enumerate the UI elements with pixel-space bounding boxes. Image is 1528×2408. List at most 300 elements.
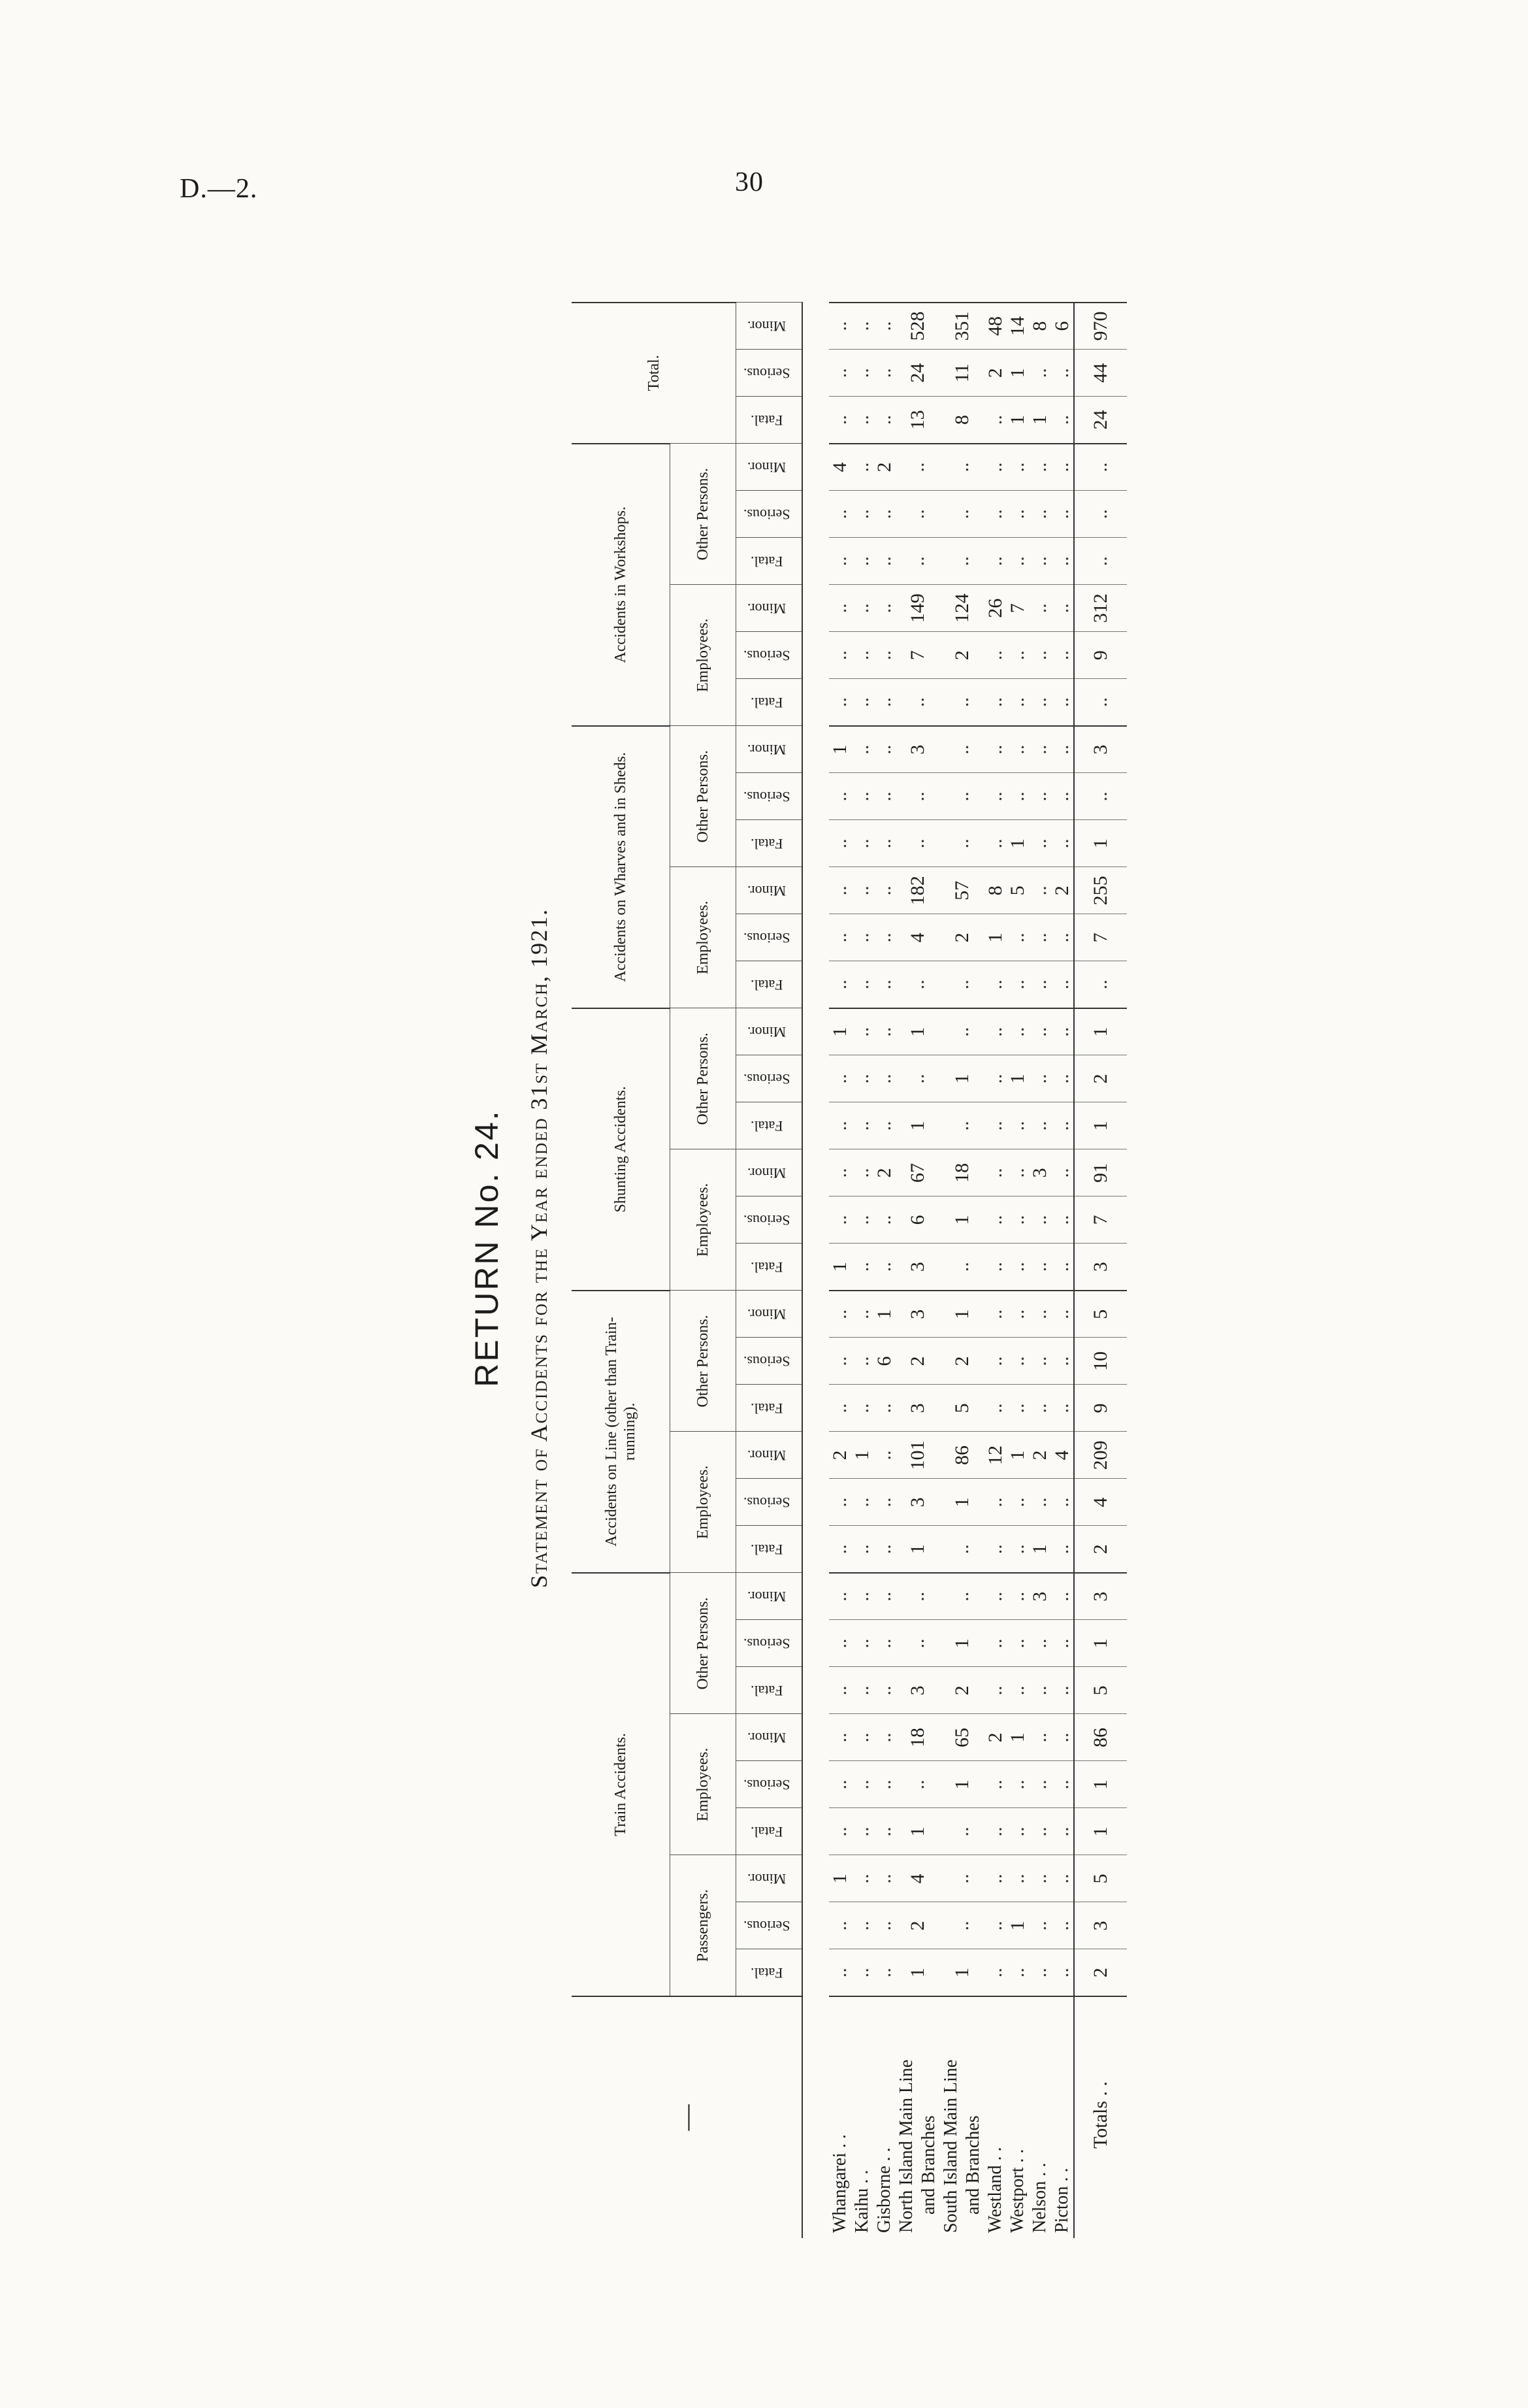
total-value: .. <box>1074 773 1127 820</box>
cell-value: .. <box>984 1338 1007 1385</box>
cell-value: .. <box>851 1102 873 1149</box>
cell-value: .. <box>1051 1526 1074 1573</box>
cell-value: .. <box>851 1479 873 1526</box>
cell-value: .. <box>873 632 896 679</box>
cell-value: 6 <box>896 1196 940 1244</box>
cell-value: .. <box>829 1808 851 1855</box>
cell-value: .. <box>1029 1196 1051 1244</box>
group-header: Accidents in Workshops. <box>572 444 670 726</box>
severity-label: Serious. <box>743 647 790 664</box>
cell-value: .. <box>984 1008 1007 1055</box>
cell-value: 1 <box>1007 1432 1029 1479</box>
severity-header <box>736 1808 803 1855</box>
cell-value: .. <box>1051 1479 1074 1526</box>
cell-value: .. <box>1051 632 1074 679</box>
cell-value: .. <box>1051 350 1074 397</box>
cell-value: 6 <box>1051 303 1074 350</box>
group-header: Accidents on Wharves and in Sheds. <box>572 726 670 1008</box>
cell-value: .. <box>1029 820 1051 867</box>
cell-value: .. <box>940 1008 984 1055</box>
cell-value: .. <box>1051 961 1074 1008</box>
cell-value: .. <box>984 820 1007 867</box>
cell-value: .. <box>1029 1902 1051 1949</box>
severity-label: Serious. <box>743 1353 790 1370</box>
cell-value: .. <box>1051 773 1074 820</box>
cell-value: .. <box>1051 914 1074 961</box>
cell-value: .. <box>984 1526 1007 1573</box>
cell-value: .. <box>1051 397 1074 444</box>
cell-value: 101 <box>896 1432 940 1479</box>
cell-value: .. <box>873 1385 896 1432</box>
cell-value: 5 <box>1007 867 1029 914</box>
cell-value: 65 <box>940 1714 984 1761</box>
totals-row <box>1074 303 1127 2238</box>
cell-value: 2 <box>829 1432 851 1479</box>
total-value: 1 <box>1074 1008 1127 1055</box>
total-value: 3 <box>1074 1244 1127 1291</box>
cell-value: .. <box>1007 1479 1029 1526</box>
cell-value: .. <box>1051 538 1074 585</box>
cell-value: .. <box>940 1808 984 1855</box>
total-value: 4 <box>1074 1479 1127 1526</box>
severity-label: Fatal. <box>750 1259 783 1276</box>
subgroup-header: Passengers. <box>670 1855 736 1996</box>
severity-header <box>736 726 803 773</box>
cell-value: .. <box>873 1526 896 1573</box>
severity-header <box>736 1526 803 1573</box>
total-value: 7 <box>1074 1196 1127 1244</box>
cell-value: .. <box>1007 726 1029 773</box>
cell-value: .. <box>1029 1479 1051 1526</box>
cell-value: 2 <box>1051 867 1074 914</box>
cell-value: 1 <box>984 914 1007 961</box>
cell-value: 1 <box>829 1244 851 1291</box>
cell-value: .. <box>984 1667 1007 1714</box>
district-name <box>1029 1996 1051 2238</box>
cell-value: .. <box>851 1714 873 1761</box>
table-row <box>984 303 1007 2238</box>
cell-value: .. <box>829 867 851 914</box>
severity-header <box>736 1479 803 1526</box>
group-header: Total. <box>572 303 736 444</box>
severity-header <box>736 1244 803 1291</box>
cell-value: 1 <box>1007 397 1029 444</box>
cell-value: .. <box>829 1055 851 1102</box>
total-value: 255 <box>1074 867 1127 914</box>
cell-value: .. <box>1051 1902 1074 1949</box>
total-value: 86 <box>1074 1714 1127 1761</box>
total-value: 24 <box>1074 397 1127 444</box>
cell-value: .. <box>1029 1055 1051 1102</box>
cell-value: .. <box>1029 1761 1051 1808</box>
cell-value: .. <box>873 1808 896 1855</box>
cell-value: 4 <box>896 914 940 961</box>
cell-value: .. <box>1007 1244 1029 1291</box>
cell-value: .. <box>896 1573 940 1620</box>
cell-value: .. <box>829 632 851 679</box>
cell-value: .. <box>1051 444 1074 491</box>
cell-value: .. <box>851 914 873 961</box>
cell-value: .. <box>1051 1055 1074 1102</box>
cell-value: .. <box>1007 961 1029 1008</box>
cell-value: .. <box>851 1008 873 1055</box>
severity-label: Fatal. <box>750 1541 783 1558</box>
cell-value: .. <box>1007 1291 1029 1338</box>
cell-value: .. <box>1007 1761 1029 1808</box>
district-name-line: Westport . . <box>1007 2149 1028 2233</box>
district-name <box>873 1996 896 2238</box>
cell-value: 1 <box>896 1949 940 1996</box>
total-value: 9 <box>1074 632 1127 679</box>
district-name-line: Nelson . . <box>1030 2162 1050 2233</box>
accidents-table <box>572 302 1127 2238</box>
cell-value: .. <box>896 491 940 538</box>
subgroup-header: Other Persons. <box>670 1291 736 1432</box>
cell-value: .. <box>829 820 851 867</box>
group-header: Accidents on Line (other than Train-running). <box>572 1291 670 1573</box>
cell-value: .. <box>829 961 851 1008</box>
cell-value: .. <box>940 1855 984 1902</box>
subgroup-header: Employees. <box>670 867 736 1008</box>
severity-header <box>736 820 803 867</box>
cell-value: .. <box>940 1244 984 1291</box>
cell-value: 4 <box>1051 1432 1074 1479</box>
cell-value: 1 <box>1007 350 1029 397</box>
cell-value: .. <box>984 1196 1007 1244</box>
total-value: 1 <box>1074 1102 1127 1149</box>
cell-value: 2 <box>984 1714 1007 1761</box>
cell-value: .. <box>873 820 896 867</box>
total-value: 44 <box>1074 350 1127 397</box>
cell-value: .. <box>984 1808 1007 1855</box>
severity-header <box>736 1761 803 1808</box>
cell-value: .. <box>873 1196 896 1244</box>
total-value: .. <box>1074 491 1127 538</box>
cell-value: 1 <box>940 1196 984 1244</box>
cell-value: .. <box>984 1385 1007 1432</box>
severity-label: Serious. <box>743 1070 790 1087</box>
cell-value: .. <box>873 961 896 1008</box>
cell-value: 8 <box>940 397 984 444</box>
table-row <box>1007 303 1029 2238</box>
subgroup-header: Other Persons. <box>670 444 736 585</box>
spacer <box>802 303 829 2238</box>
group-header: Shunting Accidents. <box>572 1008 670 1291</box>
cell-value: 351 <box>940 303 984 350</box>
cell-value: .. <box>984 679 1007 726</box>
severity-label: Fatal. <box>750 1400 783 1417</box>
severity-header <box>736 1432 803 1479</box>
cell-value: .. <box>1007 444 1029 491</box>
cell-value: .. <box>873 538 896 585</box>
severity-header <box>736 632 803 679</box>
severity-label: Fatal. <box>750 835 783 852</box>
cell-value: 12 <box>984 1432 1007 1479</box>
severity-label: Serious. <box>743 1212 790 1229</box>
cell-value: .. <box>829 1385 851 1432</box>
severity-header <box>736 773 803 820</box>
cell-value: 1 <box>940 1949 984 1996</box>
cell-value: .. <box>1029 1949 1051 1996</box>
severity-label: Serious. <box>743 365 790 382</box>
cell-value: .. <box>873 726 896 773</box>
cell-value: .. <box>984 1149 1007 1196</box>
cell-value: 1 <box>1007 1055 1029 1102</box>
severity-header <box>736 1055 803 1102</box>
cell-value: .. <box>1029 1808 1051 1855</box>
cell-value: .. <box>873 1949 896 1996</box>
cell-value: .. <box>1051 1949 1074 1996</box>
cell-value: .. <box>1007 1526 1029 1573</box>
cell-value: .. <box>851 585 873 632</box>
cell-value: .. <box>896 773 940 820</box>
cell-value: .. <box>1051 1667 1074 1714</box>
district-name <box>1007 1996 1029 2238</box>
cell-value: .. <box>984 1949 1007 1996</box>
cell-value: .. <box>1007 1196 1029 1244</box>
severity-label: Serious. <box>743 929 790 946</box>
cell-value: .. <box>984 1244 1007 1291</box>
severity-label: Minor. <box>747 882 787 899</box>
cell-value: 1 <box>896 1808 940 1855</box>
severity-header <box>736 1149 803 1196</box>
cell-value: .. <box>829 1667 851 1714</box>
table-row <box>829 303 851 2238</box>
cell-value: 2 <box>984 350 1007 397</box>
cell-value: .. <box>1029 1291 1051 1338</box>
cell-value: .. <box>851 303 873 350</box>
cell-value: .. <box>984 444 1007 491</box>
cell-value: 528 <box>896 303 940 350</box>
cell-value: .. <box>829 1338 851 1385</box>
cell-value: .. <box>940 1102 984 1149</box>
cell-value: .. <box>940 1902 984 1949</box>
cell-value: .. <box>829 397 851 444</box>
cell-value: .. <box>896 679 940 726</box>
cell-value: .. <box>940 820 984 867</box>
cell-value: .. <box>873 1714 896 1761</box>
cell-value: .. <box>940 538 984 585</box>
cell-value: .. <box>940 1573 984 1620</box>
statement-subtitle: Statement of Accidents for the Year ended 31st March, 1921. <box>526 908 552 1589</box>
table-row <box>896 303 940 2238</box>
cell-value: .. <box>851 726 873 773</box>
cell-value: .. <box>873 585 896 632</box>
cell-value: .. <box>1051 1291 1074 1338</box>
severity-header <box>736 444 803 491</box>
cell-value: .. <box>829 303 851 350</box>
cell-value: .. <box>829 1291 851 1338</box>
severity-label: Serious. <box>743 788 790 805</box>
cell-value: .. <box>896 538 940 585</box>
severity-label: Fatal. <box>750 1964 783 1981</box>
cell-value: 2 <box>940 632 984 679</box>
cell-value: .. <box>873 303 896 350</box>
severity-label: Minor. <box>747 741 787 758</box>
severity-label: Fatal. <box>750 553 783 570</box>
cell-value: .. <box>984 1573 1007 1620</box>
cell-value: .. <box>1007 1667 1029 1714</box>
severity-header <box>736 1196 803 1244</box>
severity-header <box>736 491 803 538</box>
cell-value: 1 <box>1007 1714 1029 1761</box>
cell-value: .. <box>1007 1620 1029 1667</box>
cell-value: 18 <box>896 1714 940 1761</box>
total-value: 7 <box>1074 914 1127 961</box>
severity-label: Minor. <box>747 459 787 476</box>
cell-value: 1 <box>940 1291 984 1338</box>
cell-value: .. <box>829 773 851 820</box>
severity-header <box>736 1338 803 1385</box>
district-name <box>1051 1996 1074 2238</box>
cell-value: .. <box>1007 1008 1029 1055</box>
cell-value: 1 <box>940 1620 984 1667</box>
total-value: .. <box>1074 679 1127 726</box>
cell-value: 124 <box>940 585 984 632</box>
cell-value: .. <box>1029 1008 1051 1055</box>
cell-value: .. <box>984 1102 1007 1149</box>
cell-value: 3 <box>896 1667 940 1714</box>
cell-value: 1 <box>1029 1526 1051 1573</box>
cell-value: .. <box>1029 632 1051 679</box>
total-value: 1 <box>1074 1761 1127 1808</box>
cell-value: 1 <box>1007 820 1029 867</box>
severity-label: Minor. <box>747 1447 787 1464</box>
cell-value: 48 <box>984 303 1007 350</box>
severity-header <box>736 1855 803 1902</box>
severity-label: Minor. <box>747 318 787 335</box>
cell-value: .. <box>1051 1196 1074 1244</box>
district-name-line: Kaihu . . <box>852 2169 872 2233</box>
group-header: Train Accidents. <box>572 1573 670 1996</box>
severity-header <box>736 1949 803 1996</box>
table-row <box>1029 303 1051 2238</box>
severity-header <box>736 961 803 1008</box>
cell-value: .. <box>940 961 984 1008</box>
severity-label: Minor. <box>747 1164 787 1181</box>
cell-value: 2 <box>1029 1432 1051 1479</box>
cell-value: .. <box>873 1902 896 1949</box>
cell-value: .. <box>984 726 1007 773</box>
total-value: 209 <box>1074 1432 1127 1479</box>
total-value: 1 <box>1074 820 1127 867</box>
district-name-line: North Island Main Line <box>896 2059 917 2233</box>
cell-value: .. <box>851 1855 873 1902</box>
severity-header <box>736 867 803 914</box>
severity-header <box>736 1902 803 1949</box>
total-value: 1 <box>1074 1620 1127 1667</box>
cell-value: .. <box>1029 1244 1051 1291</box>
rotated-return-block <box>457 258 1528 2238</box>
cell-value: .. <box>1007 1949 1029 1996</box>
cell-value: .. <box>873 1244 896 1291</box>
cell-value: .. <box>984 773 1007 820</box>
district-name <box>940 1996 984 2238</box>
district-name-line: Gisborne . . <box>874 2147 894 2233</box>
cell-value: 3 <box>896 1385 940 1432</box>
subgroup-header: Employees. <box>670 1432 736 1573</box>
cell-value: 7 <box>1007 585 1029 632</box>
cell-value: .. <box>984 1902 1007 1949</box>
cell-value: .. <box>1029 1714 1051 1761</box>
cell-value: 1 <box>851 1432 873 1479</box>
severity-label: Fatal. <box>750 1824 783 1840</box>
cell-value: .. <box>851 1055 873 1102</box>
page-number: 30 <box>735 167 764 197</box>
cell-value: .. <box>829 585 851 632</box>
cell-value: .. <box>829 1479 851 1526</box>
district-name <box>896 1996 940 2238</box>
cell-value: .. <box>984 1761 1007 1808</box>
cell-value: .. <box>851 1667 873 1714</box>
cell-value: 11 <box>940 350 984 397</box>
subgroup-header: Employees. <box>670 1714 736 1855</box>
cell-value: .. <box>851 1291 873 1338</box>
severity-label: Serious. <box>743 1777 790 1793</box>
severity-header <box>736 1714 803 1761</box>
cell-value: .. <box>851 632 873 679</box>
cell-value: .. <box>851 1196 873 1244</box>
district-name <box>984 1996 1007 2238</box>
cell-value: 1 <box>940 1479 984 1526</box>
cell-value: .. <box>940 491 984 538</box>
cell-value: .. <box>873 1620 896 1667</box>
cell-value: .. <box>984 1055 1007 1102</box>
cell-value: .. <box>940 773 984 820</box>
table-row <box>1051 303 1074 2238</box>
cell-value: .. <box>984 491 1007 538</box>
cell-value: 149 <box>896 585 940 632</box>
cell-value: .. <box>851 1808 873 1855</box>
cell-value: 1 <box>829 726 851 773</box>
severity-label: Fatal. <box>750 694 783 711</box>
cell-value: .. <box>896 444 940 491</box>
cell-value: .. <box>896 1620 940 1667</box>
cell-value: 24 <box>896 350 940 397</box>
cell-value: 3 <box>896 1291 940 1338</box>
cell-value: .. <box>1051 1338 1074 1385</box>
cell-value: .. <box>851 867 873 914</box>
stub-header: — <box>572 1996 802 2238</box>
cell-value: .. <box>1051 585 1074 632</box>
cell-value: .. <box>896 820 940 867</box>
cell-value: 2 <box>940 1338 984 1385</box>
severity-header <box>736 303 803 350</box>
return-title: RETURN No. 24. <box>468 1109 505 1387</box>
cell-value: .. <box>1051 1102 1074 1149</box>
severity-header <box>736 1102 803 1149</box>
total-value: 91 <box>1074 1149 1127 1196</box>
severity-label: Fatal. <box>750 976 783 993</box>
cell-value: .. <box>829 914 851 961</box>
subgroup-header: Employees. <box>670 1149 736 1291</box>
severity-header <box>736 914 803 961</box>
cell-value: .. <box>940 1526 984 1573</box>
cell-value: 182 <box>896 867 940 914</box>
total-value: 9 <box>1074 1385 1127 1432</box>
cell-value: .. <box>873 1667 896 1714</box>
cell-value: .. <box>851 1620 873 1667</box>
cell-value: .. <box>873 1008 896 1055</box>
cell-value: 3 <box>896 1244 940 1291</box>
cell-value: .. <box>1029 1385 1051 1432</box>
cell-value: 18 <box>940 1149 984 1196</box>
cell-value: 2 <box>873 1149 896 1196</box>
cell-value: .. <box>896 1761 940 1808</box>
cell-value: .. <box>1029 1620 1051 1667</box>
cell-value: .. <box>1051 1244 1074 1291</box>
cell-value: 4 <box>829 444 851 491</box>
